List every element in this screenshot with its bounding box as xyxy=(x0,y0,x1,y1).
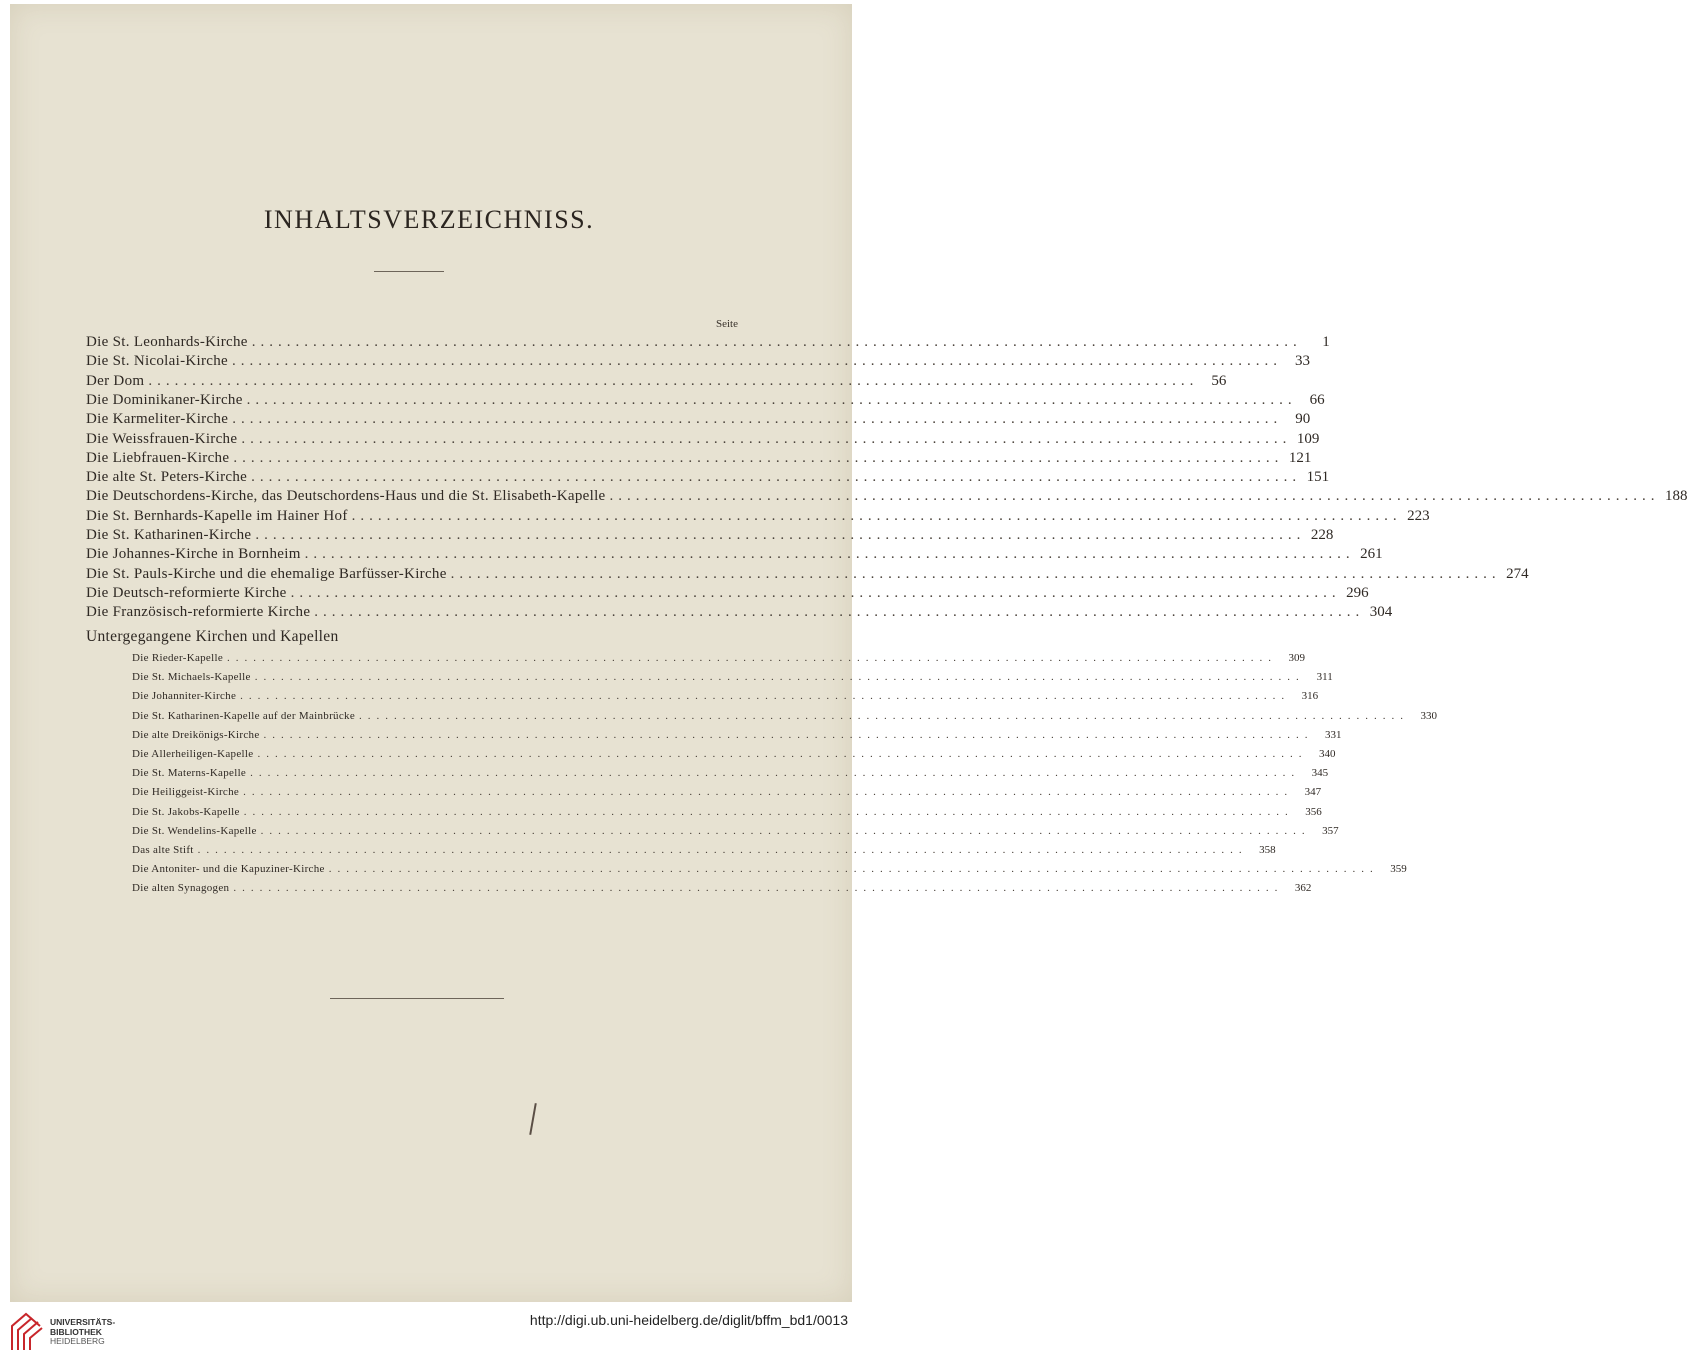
dot-leader: ........................................................................................................................ xyxy=(255,527,1306,543)
dot-leader: ........................................................................................................................ xyxy=(233,882,1284,895)
toc-entry-title: Die St. Materns-Kapelle xyxy=(132,767,247,780)
toc-entry-page: 356 xyxy=(1305,805,1322,818)
toc-entry-title: Die Deutschordens-Kirche, das Deutschordens-Haus und die St. Elisabeth-Kapelle xyxy=(86,488,606,505)
toc-entry-page: 228 xyxy=(1310,527,1334,543)
source-url[interactable]: http://digi.ub.uni-heidelberg.de/diglit/bffm_bd1/0013 xyxy=(529,1312,848,1328)
toc-entry-page: 309 xyxy=(1288,652,1305,664)
toc-entry-title: Die Deutsch-reformierte Kirche xyxy=(86,584,287,601)
dot-leader: ........................................................................................................................ xyxy=(233,449,1284,466)
toc-entry xyxy=(86,449,1312,469)
dot-leader: ........................................................................................................................ xyxy=(246,391,1297,408)
toc-entry-page: 304 xyxy=(1369,604,1393,621)
toc-subentry xyxy=(132,824,1339,843)
toc-entry-page: 274 xyxy=(1506,565,1529,582)
toc-entry xyxy=(86,372,1227,392)
toc-entry-page: 56 xyxy=(1211,372,1227,389)
toc-entry-title: Die Dominikaner-Kirche xyxy=(86,391,243,408)
library-logo-text xyxy=(50,1318,115,1347)
dot-leader: ........................................................................................................................ xyxy=(240,690,1291,703)
toc-entry-title: Die St. Katharinen-Kapelle auf der Mainbrücke xyxy=(132,709,356,722)
toc-entry-page: 345 xyxy=(1311,767,1329,780)
toc-entry-title: Die St. Jakobs-Kapelle xyxy=(132,805,240,818)
dot-leader: ........................................................................................................................ xyxy=(257,748,1308,760)
toc-entry-title: Die alte St. Peters-Kirche xyxy=(86,469,248,486)
toc-entry xyxy=(86,353,1310,372)
dot-leader: ........................................................................................................................ xyxy=(328,863,1379,876)
toc-subentry xyxy=(132,709,1438,728)
toc-subentry xyxy=(132,728,1342,747)
toc-entry-page: 359 xyxy=(1390,863,1407,876)
toc-entry-page: 90 xyxy=(1295,411,1311,428)
toc-subentry xyxy=(132,805,1322,824)
toc-entry-page: 33 xyxy=(1294,353,1310,370)
toc-entry-page: 151 xyxy=(1306,469,1330,486)
toc-entry-title: Die Heiliggeist-Kirche xyxy=(132,786,240,799)
toc-entry xyxy=(86,604,1393,623)
toc-subentry xyxy=(132,671,1333,689)
dot-leader: ........................................................................................................................ xyxy=(227,652,1277,664)
dot-leader: ........................................................................................................................ xyxy=(251,334,1302,350)
toc-entry-page: 316 xyxy=(1301,690,1319,703)
toc-entry xyxy=(86,584,1369,604)
toc-entry-page: 1 xyxy=(1322,334,1330,350)
dot-leader: ........................................................................................................................ xyxy=(290,584,1341,601)
dot-leader: ........................................................................................................................ xyxy=(314,604,1365,621)
toc-entry-page: 331 xyxy=(1325,728,1342,741)
toc-subentry xyxy=(132,690,1319,708)
toc-entry-title: Die Weissfrauen-Kirche xyxy=(86,430,238,447)
section-heading: Untergegangene Kirchen und Kapellen xyxy=(86,628,339,645)
toc-entry-title: Die Liebfrauen-Kirche xyxy=(86,449,230,466)
toc-entry-page: 362 xyxy=(1294,882,1312,895)
toc-entry xyxy=(86,430,1320,450)
toc-entry-title: Die Karmeliter-Kirche xyxy=(86,411,229,428)
toc-entry-title: Die St. Pauls-Kirche und die ehemalige Barfüsser-Kirche xyxy=(86,565,447,582)
toc-entry-page: 311 xyxy=(1316,671,1333,684)
toc-entry-title: Die St. Michaels-Kapelle xyxy=(132,671,251,684)
dot-leader: ........................................................................................................................ xyxy=(243,786,1294,799)
toc-entry-page: 330 xyxy=(1420,709,1438,722)
toc-entry-title: Die Antoniter- und die Kapuziner-Kirche xyxy=(132,863,325,876)
toc-entry-title: Die alte Dreikönigs-Kirche xyxy=(132,728,260,741)
closing-divider xyxy=(330,998,504,999)
dot-leader: ........................................................................................................................ xyxy=(250,767,1301,780)
toc-entry xyxy=(86,469,1330,488)
toc-subentry xyxy=(132,767,1329,785)
toc-entry-page: 223 xyxy=(1407,507,1430,524)
viewer-footer xyxy=(0,1302,858,1362)
toc-subentry xyxy=(132,652,1305,670)
toc-entry-title: Der Dom xyxy=(86,372,145,389)
toc-entry-page: 66 xyxy=(1309,391,1325,408)
dot-leader: ........................................................................................................................ xyxy=(609,488,1660,505)
toc-entry-page: 357 xyxy=(1322,824,1339,837)
toc-subentry xyxy=(132,786,1322,804)
toc-entry-title: Die Johanniter-Kirche xyxy=(132,690,237,703)
toc-entry-title: Die St. Leonhards-Kirche xyxy=(86,334,248,350)
dot-leader: ........................................................................................................................ xyxy=(243,805,1294,818)
dot-leader: ........................................................................................................................ xyxy=(148,372,1199,389)
toc-entry-title: Das alte Stift xyxy=(132,844,194,856)
toc-entry xyxy=(86,565,1529,585)
logo-line-3: HEIDELBERG xyxy=(50,1336,105,1346)
toc-entry-title: Die St. Wendelins-Kapelle xyxy=(132,824,257,837)
toc-entry-page: 340 xyxy=(1318,748,1336,760)
dot-leader: ........................................................................................................................ xyxy=(260,824,1311,837)
toc-entry-title: Die Französisch-reformierte Kirche xyxy=(86,604,311,621)
dot-leader: ........................................................................................................................ xyxy=(232,411,1283,428)
toc-entry xyxy=(86,527,1334,546)
logo-line-2: BIBLIOTHEK xyxy=(50,1326,102,1337)
toc-entry xyxy=(86,411,1311,430)
dot-leader: ........................................................................................................................ xyxy=(251,469,1302,486)
toc-entry xyxy=(86,391,1325,411)
toc-entry-title: Die St. Bernhards-Kapelle im Hainer Hof xyxy=(86,507,348,524)
dot-leader: ........................................................................................................................ xyxy=(263,728,1314,741)
toc-entry-title: Die Rieder-Kapelle xyxy=(132,652,223,664)
dot-leader: ........................................................................................................................ xyxy=(450,565,1501,582)
toc-entry-page: 121 xyxy=(1288,449,1312,466)
toc-entry-title: Die alten Synagogen xyxy=(132,882,230,895)
title-divider xyxy=(374,271,444,272)
toc-entry-title: Die Allerheiligen-Kapelle xyxy=(132,748,254,760)
toc-subentry xyxy=(132,882,1312,900)
page-column-header: Seite xyxy=(716,318,738,330)
toc-entry-title: Die St. Nicolai-Kirche xyxy=(86,353,228,370)
dot-leader: ........................................................................................................................ xyxy=(254,671,1305,684)
toc-entry xyxy=(86,334,1330,353)
toc-subentry xyxy=(132,844,1276,862)
dot-leader: ........................................................................................................................ xyxy=(231,353,1282,370)
toc-subentry xyxy=(132,748,1336,766)
toc-entry-page: 261 xyxy=(1360,546,1383,563)
page-title: INHALTSVERZEICHNISS. xyxy=(263,205,595,234)
toc-entry-page: 188 xyxy=(1665,488,1688,505)
logo-line-1: UNIVERSITÄTS- xyxy=(50,1317,116,1327)
dot-leader: ........................................................................................................................ xyxy=(304,546,1355,563)
toc-entry xyxy=(86,488,1688,507)
dot-leader: ........................................................................................................................ xyxy=(197,844,1248,856)
dot-leader: ........................................................................................................................ xyxy=(241,430,1292,447)
toc-entry-title: Die Johannes-Kirche in Bornheim xyxy=(86,546,301,563)
toc-entry-page: 296 xyxy=(1346,584,1369,601)
toc-entry xyxy=(86,507,1430,527)
dot-leader: ........................................................................................................................ xyxy=(359,709,1410,722)
library-logo-icon xyxy=(8,1306,46,1356)
toc-subentry xyxy=(132,863,1407,881)
toc-entry-title: Die St. Katharinen-Kirche xyxy=(86,527,252,543)
dot-leader: ........................................................................................................................ xyxy=(351,507,1402,524)
toc-entry-page: 109 xyxy=(1296,430,1320,447)
toc-entry-page: 358 xyxy=(1259,844,1276,856)
toc-entry-page: 347 xyxy=(1304,786,1322,799)
toc-entry xyxy=(86,546,1383,565)
